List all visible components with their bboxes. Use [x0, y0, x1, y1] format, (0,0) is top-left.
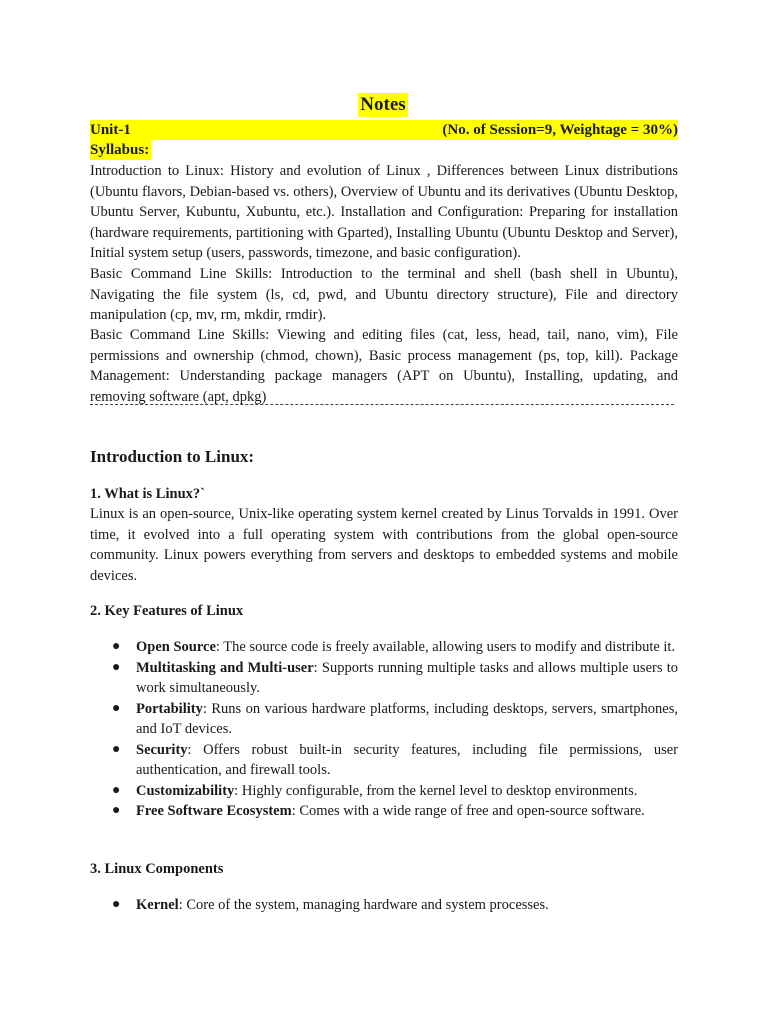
syllabus-label: Syllabus: — [90, 142, 150, 158]
notes-title: Notes — [358, 93, 408, 117]
bullet-icon: ● — [112, 639, 121, 654]
feature-desc: : Offers robust built-in security features, including file permissions, user authentication, and firewall tools. — [136, 741, 678, 778]
feature-term: Free Software Ecosystem — [136, 803, 292, 819]
list-item — [90, 740, 678, 781]
subheading-linux-components: 3. Linux Components — [90, 861, 224, 877]
syllabus-paragraph-2: Basic Command Line Skills: Introduction to the terminal and shell (bash shell in Ubuntu), Navigating the file system (ls, cd, pwd, and Ubuntu directory structure), File and directory manipulation (cp, mv, rm, mkdir, rmdir). — [90, 266, 678, 323]
list-item — [90, 637, 678, 658]
feature-term: Open Source — [136, 639, 216, 655]
component-term: Kernel — [136, 897, 179, 913]
feature-term: Portability — [136, 700, 203, 717]
feature-term: Multitasking and Multi-user — [136, 659, 314, 676]
bullet-icon: ● — [112, 803, 121, 818]
list-item — [90, 895, 678, 916]
feature-desc: : Supports running multiple tasks and allows multiple users to work simultaneously. — [136, 659, 678, 696]
bullet-icon: ● — [112, 782, 121, 798]
syllabus-paragraph-1: Introduction to Linux: History and evolution of Linux , Differences between Linux distributions (Ubuntu flavors, Debian-based vs. others), Overview of Ubuntu and its derivatives (Ubuntu Desktop, Ubuntu Server, Kubuntu, Xubuntu, etc.). Installation and Configuration: Preparing for installation (hardware requirements, partitioning with Gparted), Installing Ubuntu (Ubuntu Desktop and Server), Initial system setup (users, passwords, timezone, and basic configuration). — [90, 163, 678, 261]
section-divider — [90, 404, 674, 405]
what-is-linux-text: Linux is an open-source, Unix-like operating system kernel created by Linus Torvalds in 1991. Over time, it evolved into a full operating system with contributions from the global open-source community. Linux powers everything from servers and desktops to embedded systems and mobile devices. — [90, 506, 678, 584]
list-item — [90, 658, 678, 699]
list-item — [90, 801, 678, 822]
section-heading: Introduction to Linux: — [90, 447, 255, 466]
bullet-icon: ● — [112, 659, 121, 675]
unit-row — [90, 120, 678, 140]
features-list — [90, 637, 678, 822]
feature-term: Security — [136, 741, 188, 758]
feature-desc: : Runs on various hardware platforms, including desktops, servers, smartphones, and IoT devices. — [136, 700, 678, 737]
bullet-icon: ● — [112, 897, 121, 912]
bullet-icon: ● — [112, 700, 121, 716]
list-item — [90, 699, 678, 740]
feature-term: Customizability — [136, 782, 235, 799]
unit-label: Unit-1 — [90, 122, 131, 138]
syllabus-paragraph-3: Basic Command Line Skills: Viewing and editing files (cat, less, head, tail, nano, vim), File permissions and ownership (chmod, chown), Basic process management (ps, top, kill). Package Management: Understanding package managers (APT on Ubuntu), Installing, updating, and removing software (apt, dpkg) — [90, 327, 678, 405]
bullet-icon: ● — [112, 741, 121, 757]
component-desc: : Core of the system, managing hardware and system processes. — [178, 897, 549, 913]
components-list — [90, 895, 678, 916]
feature-desc: : The source code is freely available, allowing users to modify and distribute it. — [215, 639, 676, 655]
subheading-what-is-linux: 1. What is Linux?` — [90, 486, 205, 502]
list-item — [90, 781, 678, 802]
session-info: (No. of Session=9, Weightage = 30%) — [442, 122, 678, 138]
subheading-key-features: 2. Key Features of Linux — [90, 603, 244, 619]
feature-desc: : Comes with a wide range of free and open-source software. — [291, 803, 645, 819]
feature-desc: : Highly configurable, from the kernel level to desktop environments. — [234, 782, 638, 799]
